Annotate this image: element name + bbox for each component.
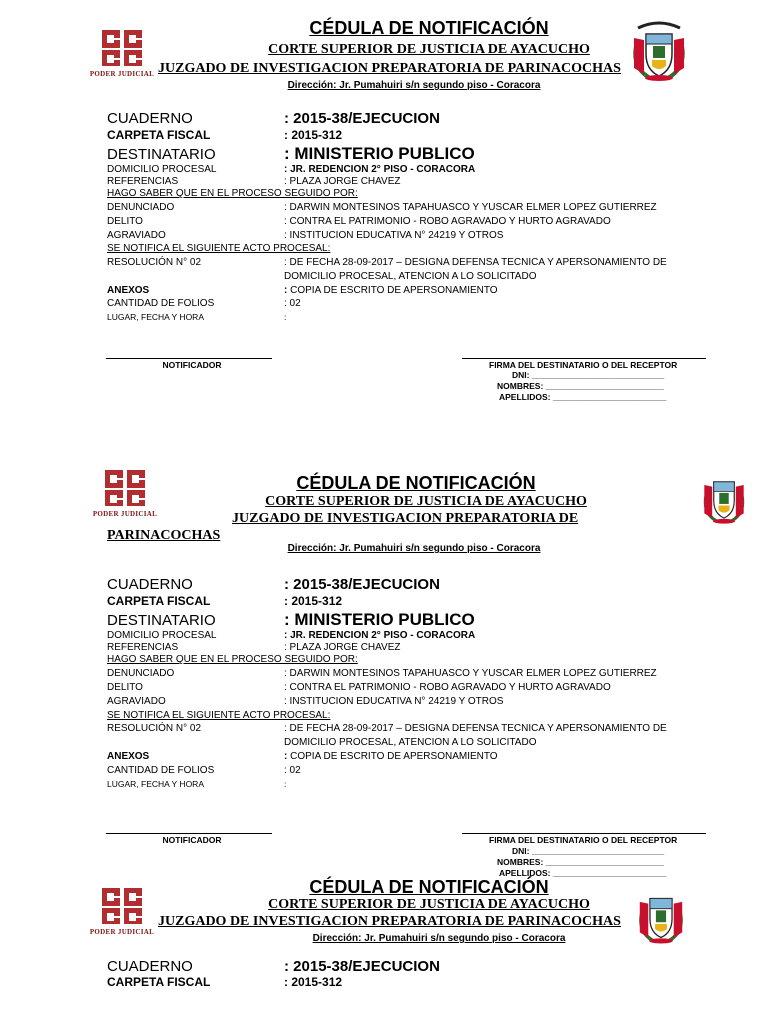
denunciado-label: DENUNCIADO [107, 202, 175, 213]
hago-saber-heading: HAGO SABER QUE EN EL PROCESO SEGUIDO POR: [107, 188, 358, 199]
domicilio-label: DOMICILIO PROCESAL [107, 164, 217, 175]
lugar-value: : [284, 779, 287, 789]
domicilio-value: : JR. REDENCION 2° PISO - CORACORA [284, 630, 476, 641]
court-division: JUZGADO DE INVESTIGACION PREPARATORIA DE PARINACOCHAS [158, 61, 621, 76]
lugar-label: LUGAR, FECHA Y HORA [107, 779, 204, 789]
delito-label: DELITO [107, 682, 143, 693]
delito-value: : CONTRA EL PATRIMONIO - ROBO AGRAVADO Y HURTO AGRAVADO [284, 216, 611, 227]
poder-judicial-emblem-icon [100, 28, 144, 68]
domicilio-label: DOMICILIO PROCESAL [107, 630, 217, 641]
nombres-field: NOMBRES: _________________________ [497, 857, 664, 867]
poder-judicial-emblem-icon [103, 468, 147, 508]
anexos-value [284, 285, 498, 296]
destinatario-label: DESTINATARIO [107, 612, 216, 629]
resolucion-label: RESOLUCIÓN N° 02 [107, 257, 202, 268]
hago-saber-heading: HAGO SABER QUE EN EL PROCESO SEGUIDO POR: [107, 654, 358, 665]
page-title: CÉDULA DE NOTIFICACIÓN [296, 473, 536, 493]
carpeta-label: CARPETA FISCAL [107, 975, 211, 989]
carpeta-value: : 2015-312 [284, 128, 343, 142]
referencias-label: REFERENCIAS [107, 176, 179, 187]
notificador-signature-line [106, 833, 272, 834]
folios-value: : 02 [284, 765, 301, 776]
destinatario-value: : MINISTERIO PUBLICO [284, 144, 475, 163]
court-division: JUZGADO DE INVESTIGACION PREPARATORIA DE [232, 511, 579, 526]
domicilio-value: : JR. REDENCION 2° PISO - CORACORA [284, 164, 476, 175]
resolucion-value: : DE FECHA 28-09-2017 – DESIGNA DEFENSA TECNICA Y APERSONAMIENTO DE [284, 257, 667, 268]
cuaderno-value: : 2015-38/EJECUCION [284, 576, 440, 593]
receptor-label: FIRMA DEL DESTINATARIO O DEL RECEPTOR [489, 360, 678, 370]
resolucion-value-cont: DOMICILIO PROCESAL, ATENCION A LO SOLICITADO [284, 737, 537, 748]
nombres-field: NOMBRES: _________________________ [497, 381, 664, 391]
poder-judicial-emblem-icon [100, 886, 144, 926]
anexos-label: ANEXOS [107, 751, 150, 762]
court-name: CORTE SUPERIOR DE JUSTICIA DE AYACUCHO [268, 42, 590, 57]
court-division: JUZGADO DE INVESTIGACION PREPARATORIA DE PARINACOCHAS [158, 914, 621, 929]
apellidos-field: APELLIDOS: ________________________ [499, 868, 667, 878]
receptor-signature-line [462, 833, 706, 834]
court-name: CORTE SUPERIOR DE JUSTICIA DE AYACUCHO [268, 897, 590, 912]
poder-judicial-logo [89, 28, 156, 78]
notificador-label: NOTIFICADOR [162, 360, 222, 370]
se-notifica-heading: SE NOTIFICA EL SIGUIENTE ACTO PROCESAL: [107, 243, 331, 254]
cuaderno-value: : 2015-38/EJECUCION [284, 958, 440, 975]
destinatario-label: DESTINATARIO [107, 146, 216, 163]
agraviado-label: AGRAVIADO [107, 696, 166, 707]
cuaderno-label: CUADERNO [107, 958, 193, 975]
carpeta-value: : 2015-312 [284, 975, 343, 989]
court-address: Dirección: Jr. Pumahuiri s/n segundo piso - Coracora [287, 543, 541, 554]
referencias-label: REFERENCIAS [107, 642, 179, 653]
resolucion-label: RESOLUCIÓN N° 02 [107, 723, 202, 734]
receptor-signature-line [462, 358, 706, 359]
notificador-label: NOTIFICADOR [162, 835, 222, 845]
logo-caption: PODER JUDICIAL [89, 928, 155, 936]
logo-caption: PODER JUDICIAL [89, 70, 155, 78]
court-name: CORTE SUPERIOR DE JUSTICIA DE AYACUCHO [265, 494, 587, 509]
anexos-text: COPIA DE ESCRITO DE APERSONAMIENTO [287, 751, 498, 762]
delito-label: DELITO [107, 216, 143, 227]
referencias-value: : PLAZA JORGE CHAVEZ [284, 176, 401, 187]
agraviado-label: AGRAVIADO [107, 230, 166, 241]
notificador-signature-line [106, 358, 272, 359]
folios-label: CANTIDAD DE FOLIOS [107, 765, 215, 776]
denunciado-value: : DARWIN MONTESINOS TAPAHUASCO Y YUSCAR ELMER LOPEZ GUTIERREZ [284, 668, 657, 679]
court-address: Dirección: Jr. Pumahuiri s/n segundo piso - Coracora [287, 80, 541, 91]
receptor-label: FIRMA DEL DESTINATARIO O DEL RECEPTOR [489, 835, 678, 845]
carpeta-label: CARPETA FISCAL [107, 594, 211, 608]
agraviado-value: : INSTITUCION EDUCATIVA N° 24219 Y OTROS [284, 230, 504, 241]
lugar-value: : [284, 312, 287, 322]
page-title: CÉDULA DE NOTIFICACIÓN [309, 877, 549, 897]
court-address: Dirección: Jr. Pumahuiri s/n segundo piso - Coracora [312, 933, 566, 944]
anexos-value [284, 751, 498, 762]
destinatario-value: : MINISTERIO PUBLICO [284, 610, 475, 629]
referencias-value: : PLAZA JORGE CHAVEZ [284, 642, 401, 653]
resolucion-value: : DE FECHA 28-09-2017 – DESIGNA DEFENSA TECNICA Y APERSONAMIENTO DE [284, 723, 667, 734]
delito-value: : CONTRA EL PATRIMONIO - ROBO AGRAVADO Y HURTO AGRAVADO [284, 682, 611, 693]
carpeta-label: CARPETA FISCAL [107, 128, 211, 142]
poder-judicial-logo [89, 886, 156, 936]
logo-caption: PODER JUDICIAL [92, 510, 158, 518]
denunciado-label: DENUNCIADO [107, 668, 175, 679]
carpeta-value: : 2015-312 [284, 594, 343, 608]
agraviado-value: : INSTITUCION EDUCATIVA N° 24219 Y OTROS [284, 696, 504, 707]
cuaderno-label: CUADERNO [107, 576, 193, 593]
dni-field: DNI: ____________________________ [512, 370, 665, 380]
folios-value: : 02 [284, 298, 301, 309]
poder-judicial-logo [92, 468, 159, 518]
anexos-colon: : [284, 751, 288, 762]
cuaderno-value: : 2015-38/EJECUCION [284, 110, 440, 127]
se-notifica-heading: SE NOTIFICA EL SIGUIENTE ACTO PROCESAL: [107, 710, 331, 721]
denunciado-value: : DARWIN MONTESINOS TAPAHUASCO Y YUSCAR ELMER LOPEZ GUTIERREZ [284, 202, 657, 213]
anexos-label: ANEXOS [107, 285, 150, 296]
court-division-cont: PARINACOCHAS [107, 528, 221, 543]
dni-field: DNI: ____________________________ [512, 846, 665, 856]
folios-label: CANTIDAD DE FOLIOS [107, 298, 215, 309]
anexos-colon: : [284, 285, 288, 296]
cuaderno-label: CUADERNO [107, 110, 193, 127]
resolucion-value-cont: DOMICILIO PROCESAL, ATENCION A LO SOLICITADO [284, 271, 537, 282]
apellidos-field: APELLIDOS: ________________________ [499, 392, 667, 402]
lugar-label: LUGAR, FECHA Y HORA [107, 312, 204, 322]
anexos-text: COPIA DE ESCRITO DE APERSONAMIENTO [287, 285, 498, 296]
peru-coat-of-arms-icon [700, 474, 748, 531]
page-title: CÉDULA DE NOTIFICACIÓN [309, 18, 549, 38]
